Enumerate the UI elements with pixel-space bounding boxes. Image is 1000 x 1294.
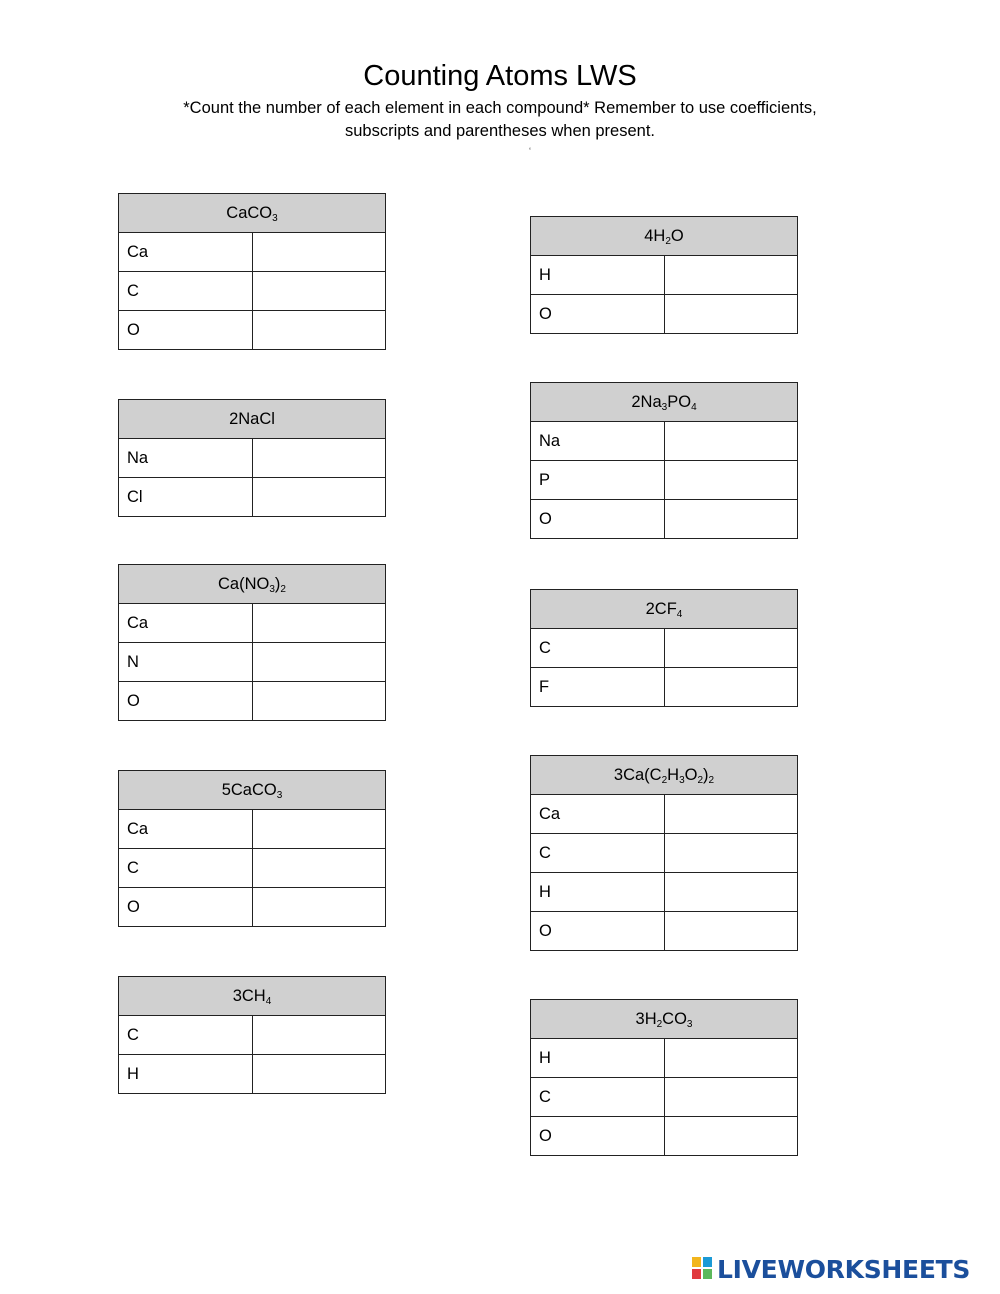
answer-field[interactable] xyxy=(252,682,386,721)
element-symbol: C xyxy=(119,272,253,311)
element-symbol: O xyxy=(531,912,665,951)
element-row xyxy=(531,873,798,912)
element-symbol: O xyxy=(119,311,253,350)
element-symbol: C xyxy=(531,629,665,668)
compound-formula: 5CaCO$_3$ xyxy=(119,771,386,810)
element-symbol: C xyxy=(119,1016,253,1055)
answer-field[interactable] xyxy=(252,1055,386,1094)
answer-field[interactable] xyxy=(252,233,386,272)
answer-field[interactable] xyxy=(252,1016,386,1055)
compound-formula: $3Ca(C_2H_3O_2)_2$ xyxy=(531,756,798,795)
answer-field[interactable] xyxy=(252,604,386,643)
element-row xyxy=(531,1117,798,1156)
compound-table xyxy=(530,216,798,334)
element-symbol: Na xyxy=(119,439,253,478)
liveworksheets-logo-icon xyxy=(692,1257,714,1281)
element-symbol: P xyxy=(531,461,665,500)
compound-formula: CaCO$_3$ xyxy=(119,194,386,233)
element-symbol: F xyxy=(531,668,665,707)
element-symbol: H xyxy=(531,256,665,295)
element-row xyxy=(531,668,798,707)
element-symbol: O xyxy=(531,500,665,539)
element-row xyxy=(119,1016,386,1055)
element-symbol: Ca xyxy=(531,795,665,834)
element-row xyxy=(119,1055,386,1094)
element-row xyxy=(531,834,798,873)
element-symbol: O xyxy=(119,888,253,927)
answer-field[interactable] xyxy=(252,311,386,350)
answer-field[interactable] xyxy=(664,461,798,500)
compound-table xyxy=(118,193,386,350)
element-symbol: H xyxy=(119,1055,253,1094)
liveworksheets-logo xyxy=(692,1254,970,1284)
brand-text: LIVEWORKSHEETS xyxy=(717,1254,971,1284)
compound-table xyxy=(530,755,798,951)
element-row xyxy=(119,439,386,478)
compound-formula: 2NaCl xyxy=(119,400,386,439)
compound-formula: $2CF_4$ xyxy=(531,590,798,629)
element-symbol: C xyxy=(531,1078,665,1117)
element-symbol: C xyxy=(119,849,253,888)
element-symbol: N xyxy=(119,643,253,682)
answer-field[interactable] xyxy=(664,668,798,707)
element-row xyxy=(119,810,386,849)
answer-field[interactable] xyxy=(664,629,798,668)
element-symbol: H xyxy=(531,1039,665,1078)
instructions-line-2: subscripts and parentheses when present. xyxy=(344,122,656,140)
element-symbol: O xyxy=(531,295,665,334)
element-symbol: Cl xyxy=(119,478,253,517)
answer-field[interactable] xyxy=(664,422,798,461)
element-symbol: Ca xyxy=(119,233,253,272)
element-row xyxy=(119,233,386,272)
element-symbol: H xyxy=(531,873,665,912)
compound-table xyxy=(530,382,798,539)
element-symbol: Ca xyxy=(119,810,253,849)
answer-field[interactable] xyxy=(252,478,386,517)
element-symbol: C xyxy=(531,834,665,873)
answer-field[interactable] xyxy=(664,256,798,295)
compound-table xyxy=(118,564,386,721)
compound-formula: $2Na_3PO_4$ xyxy=(531,383,798,422)
answer-field[interactable] xyxy=(252,439,386,478)
element-row xyxy=(119,311,386,350)
element-row xyxy=(531,461,798,500)
answer-field[interactable] xyxy=(252,810,386,849)
compound-formula: $4H_2O$ xyxy=(531,217,798,256)
page-title: Counting Atoms LWS xyxy=(363,60,637,92)
element-row xyxy=(531,795,798,834)
stray-mark: ‘ xyxy=(529,146,531,156)
answer-field[interactable] xyxy=(664,873,798,912)
answer-field[interactable] xyxy=(664,1078,798,1117)
element-row xyxy=(119,604,386,643)
element-symbol: Na xyxy=(531,422,665,461)
element-symbol: O xyxy=(531,1117,665,1156)
compound-table xyxy=(118,976,386,1094)
answer-field[interactable] xyxy=(664,1039,798,1078)
compound-table xyxy=(118,399,386,517)
element-symbol: O xyxy=(119,682,253,721)
element-row xyxy=(531,629,798,668)
element-row xyxy=(531,500,798,539)
compound-table xyxy=(118,770,386,927)
element-row xyxy=(119,272,386,311)
answer-field[interactable] xyxy=(252,849,386,888)
element-row xyxy=(119,478,386,517)
instructions-line-1: *Count the number of each element in each compound* Remember to use coefficients, xyxy=(183,99,817,117)
answer-field[interactable] xyxy=(664,500,798,539)
element-row xyxy=(119,849,386,888)
element-row xyxy=(531,295,798,334)
answer-field[interactable] xyxy=(664,295,798,334)
compound-table xyxy=(530,589,798,707)
answer-field[interactable] xyxy=(664,912,798,951)
answer-field[interactable] xyxy=(252,888,386,927)
answer-field[interactable] xyxy=(252,272,386,311)
element-row xyxy=(531,1039,798,1078)
element-row xyxy=(531,1078,798,1117)
instructions xyxy=(150,97,850,143)
compound-table xyxy=(530,999,798,1156)
element-row xyxy=(531,912,798,951)
element-row xyxy=(119,643,386,682)
element-row xyxy=(531,422,798,461)
element-row xyxy=(531,256,798,295)
element-row xyxy=(119,682,386,721)
answer-field[interactable] xyxy=(664,834,798,873)
compound-formula: $3CH_4$ xyxy=(119,977,386,1016)
answer-field[interactable] xyxy=(664,1117,798,1156)
element-row xyxy=(119,888,386,927)
element-symbol: Ca xyxy=(119,604,253,643)
answer-field[interactable] xyxy=(252,643,386,682)
answer-field[interactable] xyxy=(664,795,798,834)
compound-formula: $3H_2CO_3$ xyxy=(531,1000,798,1039)
compound-formula: $Ca(NO_3)_2$ xyxy=(119,565,386,604)
